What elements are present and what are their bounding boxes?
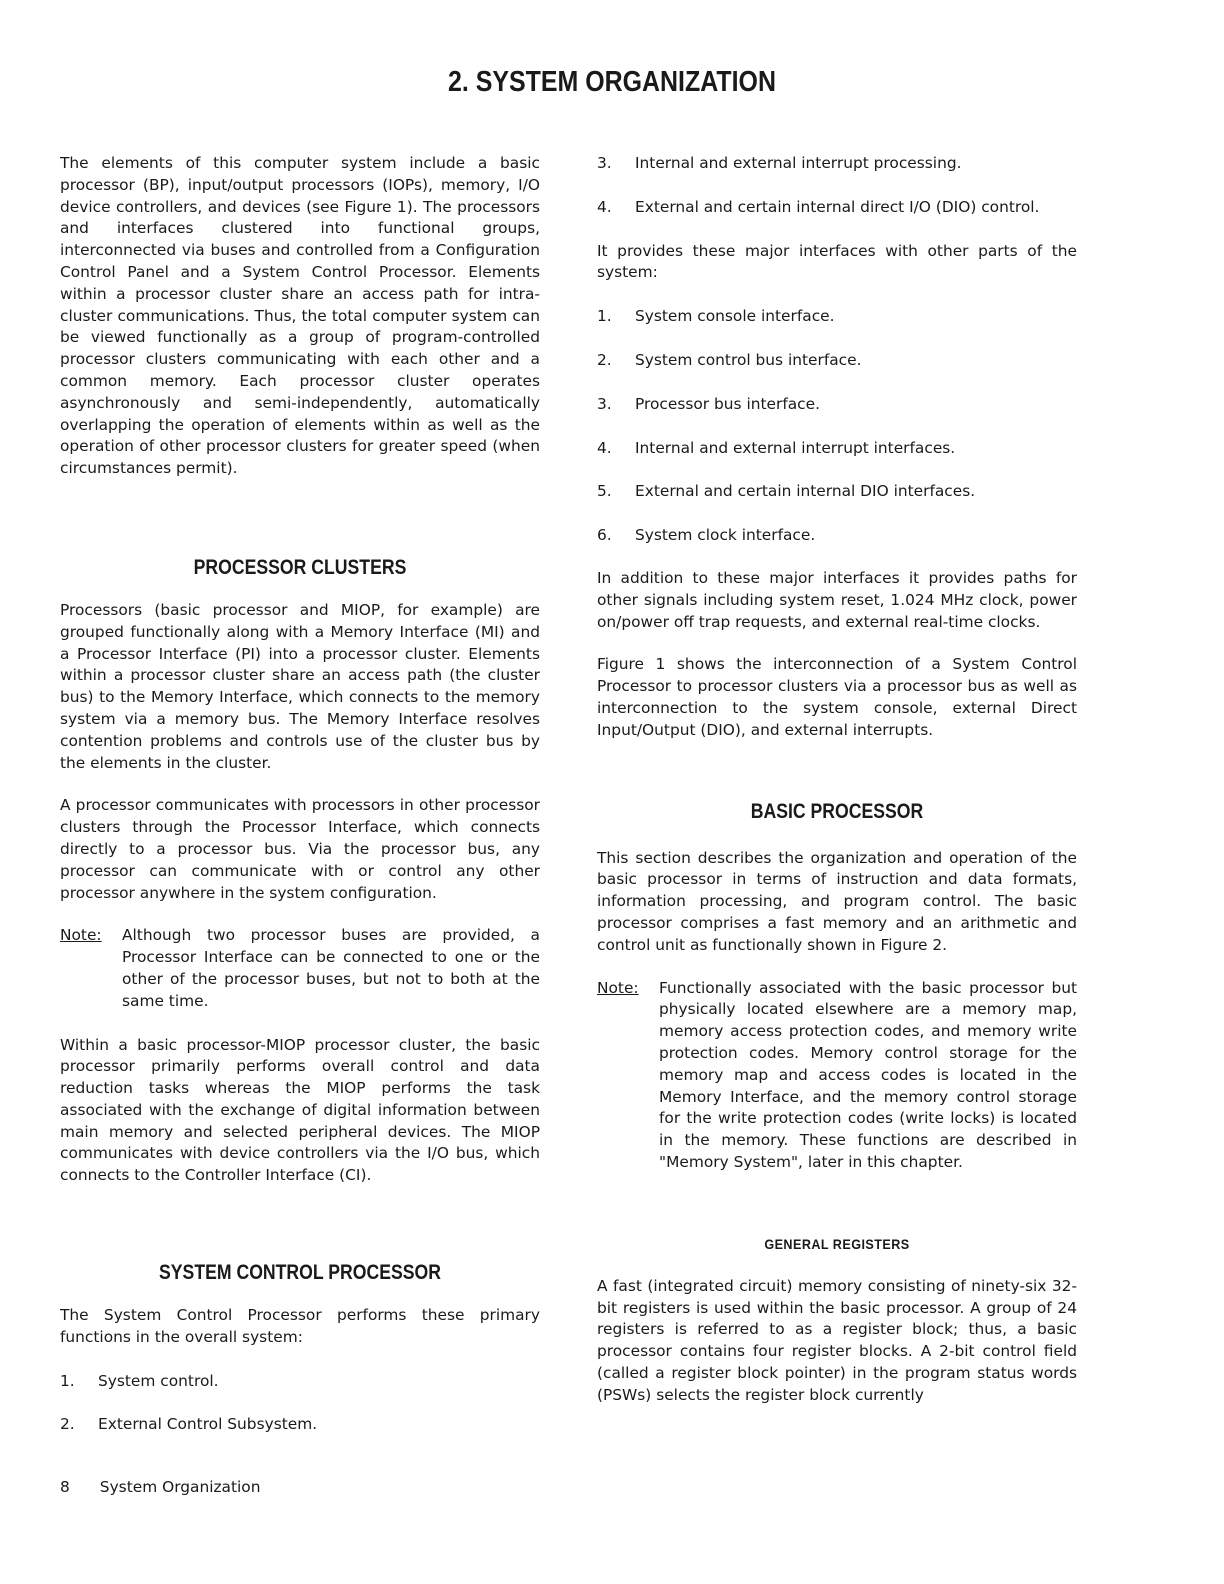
list-item: [597, 438, 1077, 460]
list-text: Processor bus interface.: [635, 394, 820, 413]
list-text: External Control Subsystem.: [98, 1415, 318, 1434]
list-item: [597, 350, 1077, 372]
left-column: [60, 153, 540, 1436]
heading-general-registers: GENERAL REGISTERS: [764, 1235, 910, 1252]
list-text: System clock interface.: [635, 526, 816, 545]
basic-processor-note: [597, 978, 1077, 1174]
list-number: 2.: [597, 350, 612, 369]
figure-paragraph: Figure 1 shows the interconnection of a System Control Processor to processor clusters via a processor bus as well as interconnection to the system console, external Direct Input/Output (DIO), and external interrupts.: [597, 655, 1077, 739]
processor-clusters-paragraph-2: A processor communicates with processors in other processor clusters through the Processor Interface, which connects directly to a processor bus. Via the processor bus, any processor can communicate with or control any other processor anywhere in the system configuration.: [60, 796, 540, 902]
page-number: 8: [60, 1478, 70, 1496]
right-column: [597, 153, 1077, 1406]
list-number: 5.: [597, 482, 612, 501]
list-number: 4.: [597, 438, 612, 457]
heading-processor-clusters: PROCESSOR CLUSTERS: [193, 555, 407, 579]
list-number: 1.: [60, 1371, 75, 1390]
addition-paragraph: In addition to these major interfaces it provides paths for other signals including system reset, 1.024 MHz clock, power on/power off trap requests, and external real-time clocks.: [597, 568, 1077, 631]
note-label: Note:: [597, 978, 639, 997]
heading-basic-processor: BASIC PROCESSOR: [750, 799, 924, 823]
processor-clusters-paragraph-1: Processors (basic processor and MIOP, for example) are grouped functionally along with a Memory Interface (MI) and a Processor Interface (PI) into a processor cluster. Elements within a processor cluster share an access path (the cluster bus) to the Memory Interface, which connects to the memory system via a memory bus. The Memory Interface resolves contention problems and controls use of the cluster bus by the elements in the cluster.: [60, 600, 540, 772]
page-footer: [60, 1478, 260, 1496]
list-number: 3.: [597, 394, 612, 413]
note-label: Note:: [60, 926, 102, 945]
list-text: Internal and external interrupt processing.: [635, 154, 962, 172]
list-item: [60, 1414, 540, 1436]
note-text: Functionally associated with the basic processor but physically located elsewhere are a memory map, memory access protection codes, and memory write protection codes. Memory control storage for the memory map and access codes is located in the Memory Interface, and the memory control storage for the write protection codes (write locks) is located in the memory. These functions are described in "Memory System", later in this chapter.: [659, 978, 1077, 1171]
heading-system-control-processor: SYSTEM CONTROL PROCESSOR: [159, 1261, 441, 1285]
list-item: [597, 394, 1077, 416]
list-number: 6.: [597, 526, 612, 545]
basic-processor-paragraph: This section describes the organization and operation of the basic processor in terms of instruction and data formats, information processing, and program control. The basic processor comprises a fast memory and an arithmetic and control unit as functionally shown in Figure 2.: [597, 848, 1077, 954]
intro-paragraph: The elements of this computer system include a basic processor (BP), input/output processors (IOPs), memory, I/O device controllers, and devices (see Figure 1). The processors and interfaces clustered into functional groups, interconnected via buses and controlled from a Configuration Control Panel and a System Control Processor. Elements within a processor cluster share an access path for intra-cluster communications. Thus, the total computer system can be viewed functionally as a group of program-controlled processor clusters communicating with each other and a common memory. Each processor cluster operates asynchronously and semi-independently, automatically overlapping the operation of elements within as well as the operation of other processor clusters for greater speed (when circumstances permit).: [60, 154, 540, 478]
list-item: [597, 481, 1077, 503]
list-number: 4.: [597, 197, 612, 216]
processor-clusters-note: [60, 925, 540, 1012]
footer-section-title: System Organization: [99, 1478, 261, 1496]
list-text: System control.: [98, 1371, 219, 1390]
list-text: External and certain internal direct I/O (DIO) control.: [635, 197, 1040, 216]
processor-clusters-paragraph-3: Within a basic processor-MIOP processor cluster, the basic processor primarily performs overall control and data reduction tasks whereas the MIOP performs the task associated with the exchange of digital information between main memory and selected peripheral devices. The MIOP communicates with device controllers via the I/O bus, which connects to the Controller Interface (CI).: [60, 1035, 540, 1185]
list-text: Internal and external interrupt interfaces.: [635, 438, 956, 457]
list-number: 3.: [597, 154, 612, 172]
general-registers-paragraph: A fast (integrated circuit) memory consisting of ninety-six 32-bit registers is used within the basic processor. A group of 24 registers is referred to as a register block; thus, a basic processor contains four register blocks. A 2-bit control field (called a register block pointer) in the program status words (PSWs) selects the register block currently: [597, 1276, 1077, 1404]
list-item: [597, 153, 1077, 175]
list-number: 2.: [60, 1415, 75, 1434]
list-text: External and certain internal DIO interfaces.: [635, 482, 976, 501]
list-number: 1.: [597, 307, 612, 326]
list-item: [597, 525, 1077, 547]
scp-paragraph-1: The System Control Processor performs these primary functions in the overall system:: [60, 1306, 540, 1346]
page-title: 2. SYSTEM ORGANIZATION: [448, 66, 776, 98]
interfaces-paragraph: It provides these major interfaces with other parts of the system:: [597, 241, 1077, 282]
list-text: System control bus interface.: [635, 350, 862, 369]
note-text: Although two processor buses are provided, a Processor Interface can be connected to one or the other of the processor buses, but not to both at the same time.: [122, 926, 540, 1010]
list-item: [597, 197, 1077, 219]
list-text: System console interface.: [635, 307, 835, 326]
list-item: [597, 306, 1077, 328]
list-item: [60, 1371, 540, 1393]
